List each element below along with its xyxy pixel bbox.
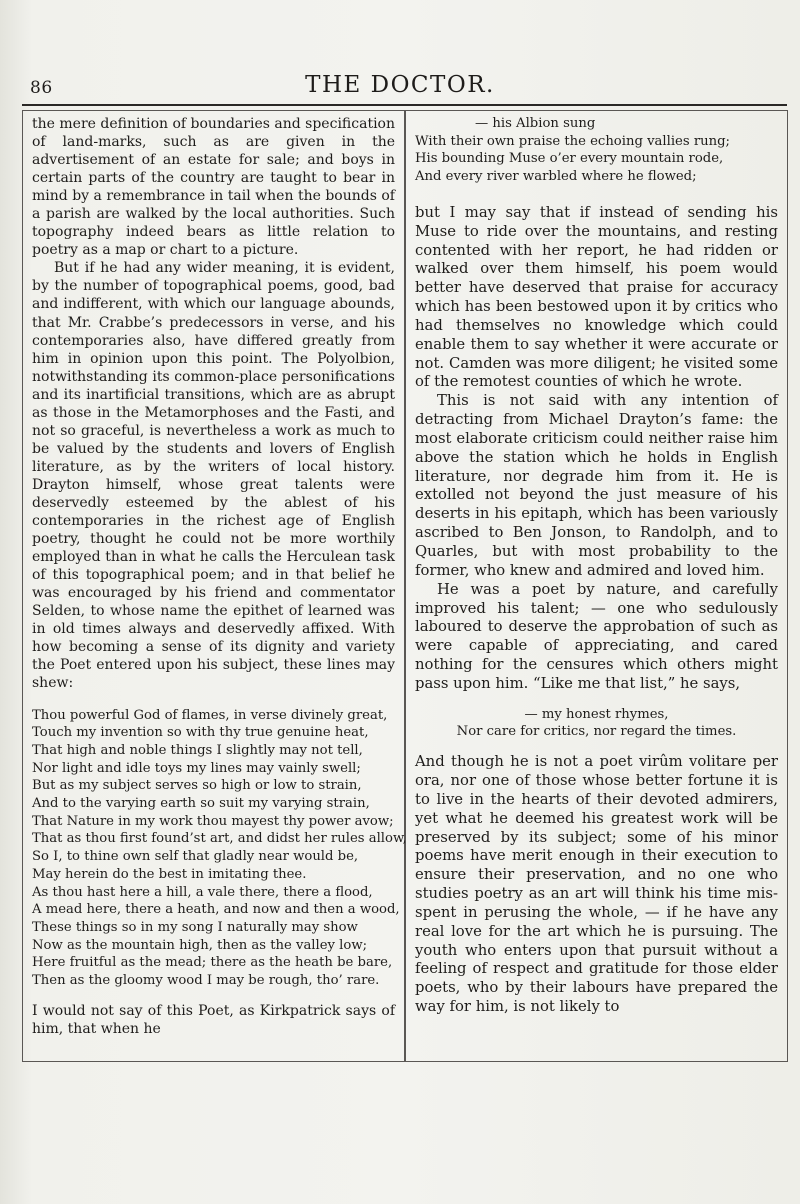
- verse-line: His bounding Muse o’er every mountain rode,: [415, 151, 724, 167]
- left-column: [22, 110, 405, 1062]
- running-title: THE DOCTOR.: [305, 72, 495, 98]
- right-paragraph-4: And though he is not a poet virûm volitare per ora, nor one of those whose better fortune it is to live in the hearts of their devoted admirers, yet what he deemed his greatest work will be preserved by its subject; some of his minor poems have merit enough in their execution to ensure their preservation, and no one who studies poetry as an art will think his time mis-spent in perusing the whole, — if he have any real love for the art which he is pursuing. The youth who enters upon that pursuit without a feeling of respect and gratitude for those elder poets, who by their labours have prepared the way for him, is not likely to: [415, 753, 778, 1016]
- left-paragraph-1: the mere definition of boundaries and specification of land-marks, such as are given in the advertisement of an estate for sale; and boys in certain parts of the country are taught to bear in mind by a remembrance in tail when the bounds of a parish are walked by the local authorities. Such topography indeed bears as little relation to poetry as a map or chart to a picture.: [32, 116, 395, 259]
- verse-line: — his Albion sung: [475, 116, 596, 131]
- verse-line: Then as the gloomy wood I may be rough, tho’ rare.: [32, 973, 380, 989]
- verse-line: That Nature in my work thou mayest thy power avow;: [32, 813, 394, 829]
- right-verse-quotation-2: [415, 706, 778, 741]
- right-verse-quotation: [415, 115, 778, 186]
- left-paragraph-2: But if he had any wider meaning, it is evident, by the number of topographical poems, good, bad and indifferent, with which our language abounds, that Mr. Crabbe’s predecessors in verse, and his contemporaries also, have differed greatly from him in opinion upon this point. The Polyolbion, notwithstanding its common-place personifications and its inartificial transitions, which are as abrupt as those in the Metamorphoses and the Fasti, and not so graceful, is nevertheless a work as much to be valued by the students and lovers of English literature, as by the writers of local history. Drayton himself, whose great talents were deservedly esteemed by the ablest of his contemporaries in the richest age of English poetry, thought he could not be more worthily employed than in what he calls the Herculean task of this topographical poem; and in that belief he was encouraged by his friend and commentator Selden, to whose name the epithet of learned was in old times always and deservedly affixed. With how becoming a sense of its dignity and variety the Poet entered upon his subject, these lines may shew:: [32, 260, 395, 692]
- verse-line: So I, to thine own self that gladly near would be,: [32, 849, 359, 865]
- verse-line: Here fruitful as the mead; there as the heath be bare,: [32, 955, 393, 971]
- left-paragraph-3: I would not say of this Poet, as Kirkpatrick says of him, that when he: [32, 1002, 395, 1037]
- right-paragraph-1: but I may say that if instead of sending his Muse to ride over the mountains, and resting contented with her report, he had ridden or walked over them himself, his poem would better have deserved that praise for accuracy which has been bestowed upon it by critics who had themselves no knowledge which could enable them to say whether it were accurate or not. Camden was more diligent; he visited some of the remotest counties of which he wrote.: [415, 203, 778, 391]
- left-verse-quotation: [32, 707, 407, 990]
- verse-line: A mead here, there a heath, and now and then a wood,: [32, 902, 400, 918]
- verse-line: Nor care for critics, nor regard the times.: [456, 724, 737, 740]
- right-column: [405, 110, 788, 1062]
- verse-line: And to the varying earth so suit my varying strain,: [32, 796, 370, 812]
- page-number: 86: [30, 78, 53, 98]
- verse-line: That as thou first found’st art, and didst her rules allow,: [32, 831, 407, 847]
- verse-line: And every river warbled where he flowed;: [415, 169, 697, 185]
- verse-line: These things so in my song I naturally may show: [32, 919, 358, 935]
- verse-line: Now as the mountain high, then as the valley low;: [32, 937, 368, 953]
- verse-line: May herein do the best in imitating thee.: [32, 866, 307, 882]
- verse-line: — my honest rhymes,: [524, 706, 669, 722]
- verse-line: That high and noble things I slightly may not tell,: [32, 742, 363, 758]
- verse-line: Touch my invention so with thy true genuine heat,: [32, 725, 369, 741]
- verse-line: With their own praise the echoing vallies rung;: [415, 133, 730, 149]
- verse-line: As thou hast here a hill, a vale there, there a flood,: [32, 884, 373, 900]
- right-paragraph-2: This is not said with any intention of detracting from Michael Drayton’s fame: the most elaborate criticism could neither raise him above the station which he holds in English literature, nor degrade him from it. He is extolled not beyond the just measure of his deserts in his epitaph, which has been variously ascribed to Ben Jonson, to Randolph, and to Quarles, but with most probability to the former, who knew and admired and loved him.: [415, 392, 778, 579]
- verse-line: Nor light and idle toys my lines may vainly swell;: [32, 760, 361, 776]
- verse-line: Thou powerful God of flames, in verse divinely great,: [32, 707, 388, 723]
- right-paragraph-3: He was a poet by nature, and carefully improved his talent; — one who sedulously laboured to deserve the approbation of such as were capable of appreciating, and cared nothing for the censures which others might pass upon him. “Like me that list,” he says,: [415, 580, 778, 692]
- verse-line: But as my subject serves so high or low to strain,: [32, 778, 362, 794]
